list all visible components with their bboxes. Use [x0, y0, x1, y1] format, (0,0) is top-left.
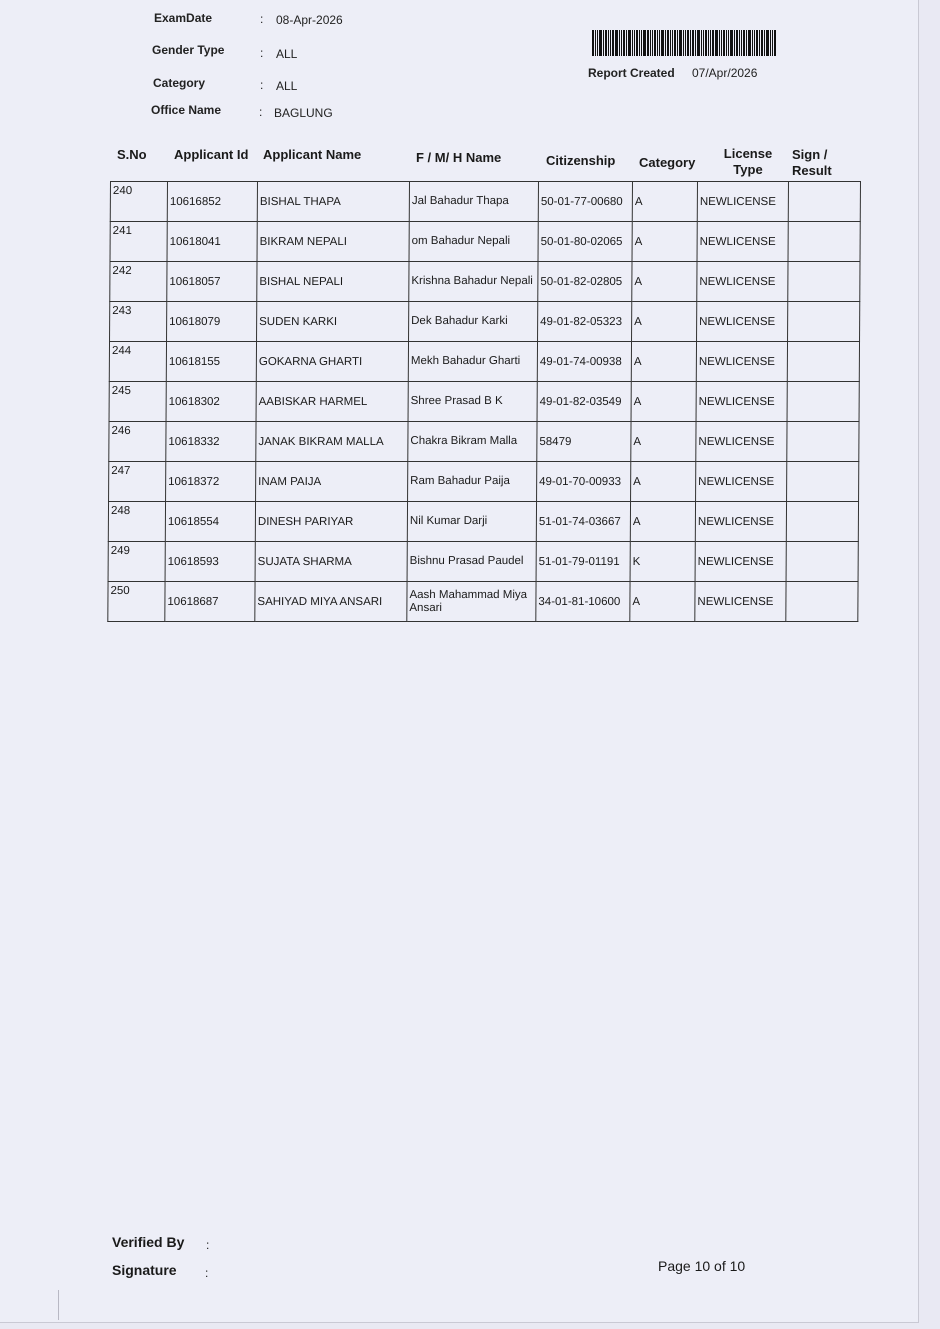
fmh-name-cell: Bishnu Prasad Paudel [407, 542, 536, 582]
column-header-license-type: License Type [723, 146, 773, 177]
citizenship-cell: 58479 [537, 422, 631, 462]
sno-cell: 247 [109, 462, 166, 502]
applicant-name-cell: AABISKAR HARMEL [256, 382, 408, 422]
license-type-cell: NEWLICENSE [695, 542, 786, 582]
applicant-name-cell: GOKARNA GHARTI [256, 342, 408, 382]
column-header-applicant-id: Applicant Id [174, 147, 249, 162]
fmh-name-cell: Mekh Bahadur Gharti [408, 342, 537, 382]
column-header-applicant-name: Applicant Name [263, 147, 362, 162]
category-cell: A [631, 422, 696, 462]
applicant-name-cell: SAHIYAD MIYA ANSARI [255, 582, 407, 622]
column-header-fmh-name: F / M/ H Name [416, 150, 502, 165]
category-label: Category [153, 76, 206, 90]
citizenship-cell: 50-01-82-02805 [538, 262, 632, 302]
applicant-name-cell: SUJATA SHARMA [255, 542, 407, 582]
barcode-image [592, 30, 830, 56]
category-colon: : [260, 78, 264, 92]
table-row [109, 462, 859, 502]
column-header-sign-result: Sign / Result [792, 147, 832, 178]
table-row [110, 222, 860, 262]
license-type-cell: NEWLICENSE [695, 502, 786, 542]
gender-type-label: Gender Type [152, 43, 225, 57]
sign-result-cell [788, 302, 860, 342]
column-header-citizenship: Citizenship [546, 153, 616, 168]
report-created-label: Report Created [588, 66, 675, 80]
table-row [108, 542, 858, 582]
applicant-id-cell: 10616852 [167, 182, 257, 222]
citizenship-cell: 50-01-80-02065 [538, 222, 632, 262]
sno-cell: 243 [110, 302, 167, 342]
applicant-id-cell: 10618041 [167, 222, 257, 262]
applicant-id-cell: 10618302 [166, 382, 256, 422]
license-type-cell: NEWLICENSE [696, 422, 787, 462]
exam-date-colon: : [260, 12, 264, 26]
office-name-colon: : [259, 105, 263, 119]
gender-type-value: ALL [276, 47, 298, 61]
office-name-label: Office Name [151, 103, 222, 117]
sign-result-cell [786, 542, 858, 582]
verified-by-colon: : [206, 1238, 210, 1252]
applicant-name-cell: BISHAL THAPA [257, 182, 409, 222]
applicant-id-cell: 10618593 [165, 542, 255, 582]
applicant-results-table [107, 181, 861, 622]
fmh-name-cell: Jal Bahadur Thapa [409, 182, 538, 222]
fmh-name-cell: Aash Mahammad Miya Ansari [407, 582, 536, 622]
fmh-name-cell: Ram Bahadur Paija [408, 462, 537, 502]
table-row [109, 342, 859, 382]
category-cell: A [631, 462, 696, 502]
table-row [108, 582, 858, 622]
license-type-cell: NEWLICENSE [697, 222, 788, 262]
table-row [110, 182, 860, 222]
applicant-name-cell: INAM PAIJA [256, 462, 408, 502]
sign-result-cell [787, 422, 859, 462]
sign-result-cell [787, 382, 859, 422]
scan-artifact-line [58, 1290, 59, 1320]
citizenship-cell: 34-01-81-10600 [536, 582, 630, 622]
gender-type-colon: : [260, 46, 264, 60]
report-created-value: 07/Apr/2026 [692, 66, 758, 80]
column-header-category: Category [639, 155, 696, 170]
applicant-name-cell: SUDEN KARKI [257, 302, 409, 342]
sno-cell: 248 [108, 502, 165, 542]
category-cell: K [630, 542, 695, 582]
category-cell: A [632, 222, 697, 262]
signature-colon: : [205, 1266, 209, 1280]
applicant-name-cell: BISHAL NEPALI [257, 262, 409, 302]
table-row [108, 502, 858, 542]
verified-by-label: Verified By [112, 1234, 185, 1250]
applicant-id-cell: 10618332 [166, 422, 256, 462]
sno-cell: 242 [110, 262, 167, 302]
category-cell: A [631, 382, 696, 422]
signature-label: Signature [112, 1262, 177, 1278]
sno-cell: 245 [109, 382, 166, 422]
license-type-cell: NEWLICENSE [697, 262, 788, 302]
applicant-name-cell: DINESH PARIYAR [255, 502, 407, 542]
sno-cell: 250 [108, 582, 165, 622]
table-row [109, 382, 859, 422]
exam-date-value: 08-Apr-2026 [276, 13, 343, 27]
sign-result-cell [788, 182, 860, 222]
category-cell: A [632, 262, 697, 302]
category-cell: A [631, 342, 696, 382]
table-row [110, 302, 860, 342]
citizenship-cell: 50-01-77-00680 [538, 182, 632, 222]
license-type-cell: NEWLICENSE [696, 382, 787, 422]
sno-cell: 244 [109, 342, 166, 382]
fmh-name-cell: Krishna Bahadur Nepali [409, 262, 538, 302]
office-name-value: BAGLUNG [274, 106, 333, 120]
applicant-id-cell: 10618079 [167, 302, 257, 342]
applicant-name-cell: JANAK BIKRAM MALLA [256, 422, 408, 462]
sign-result-cell [788, 262, 860, 302]
applicant-name-cell: BIKRAM NEPALI [257, 222, 409, 262]
license-type-cell: NEWLICENSE [696, 462, 787, 502]
license-type-cell: NEWLICENSE [697, 182, 788, 222]
sno-cell: 246 [109, 422, 166, 462]
fmh-name-cell: Dek Bahadur Karki [409, 302, 538, 342]
sign-result-cell [787, 462, 859, 502]
license-type-cell: NEWLICENSE [696, 342, 787, 382]
category-cell: A [632, 302, 697, 342]
citizenship-cell: 49-01-82-03549 [537, 382, 631, 422]
fmh-name-cell: om Bahadur Nepali [409, 222, 538, 262]
sno-cell: 241 [110, 222, 167, 262]
citizenship-cell: 51-01-79-01191 [536, 542, 630, 582]
license-type-cell: NEWLICENSE [695, 582, 786, 622]
sno-cell: 240 [110, 182, 167, 222]
results-table-body [108, 182, 861, 622]
fmh-name-cell: Chakra Bikram Malla [408, 422, 537, 462]
category-cell: A [632, 182, 697, 222]
citizenship-cell: 49-01-70-00933 [537, 462, 631, 502]
fmh-name-cell: Shree Prasad B K [408, 382, 537, 422]
category-cell: A [630, 582, 695, 622]
applicant-id-cell: 10618372 [166, 462, 256, 502]
citizenship-cell: 51-01-74-03667 [536, 502, 630, 542]
license-type-cell: NEWLICENSE [697, 302, 788, 342]
citizenship-cell: 49-01-82-05323 [538, 302, 632, 342]
applicant-id-cell: 10618155 [166, 342, 256, 382]
applicant-id-cell: 10618554 [165, 502, 255, 542]
category-cell: A [630, 502, 695, 542]
page-number: Page 10 of 10 [658, 1258, 746, 1274]
sign-result-cell [787, 342, 859, 382]
applicant-id-cell: 10618057 [167, 262, 257, 302]
exam-date-label: ExamDate [154, 11, 213, 25]
category-value: ALL [276, 79, 298, 93]
table-row [109, 422, 859, 462]
sign-result-cell [786, 502, 858, 542]
column-header-sno: S.No [117, 147, 147, 162]
sign-result-cell [788, 222, 860, 262]
applicant-id-cell: 10618687 [165, 582, 255, 622]
table-row [110, 262, 860, 302]
fmh-name-cell: Nil Kumar Darji [407, 502, 536, 542]
sno-cell: 249 [108, 542, 165, 582]
sign-result-cell [786, 582, 858, 622]
citizenship-cell: 49-01-74-00938 [537, 342, 631, 382]
